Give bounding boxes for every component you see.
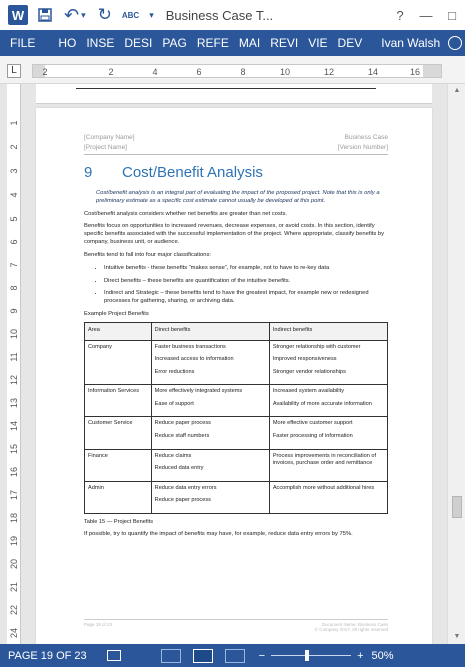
cell-line: Reduce paper process [154, 497, 211, 504]
footer-doc-name: Document Name: Business Case [321, 622, 388, 627]
table-cell [151, 385, 269, 417]
vertical-ruler[interactable] [7, 84, 21, 644]
cell-line: Reduce paper process [154, 420, 211, 427]
cell-line: Ease of support [154, 400, 194, 407]
view-buttons [161, 649, 245, 663]
previous-page-bottom [36, 84, 432, 104]
table-cell [269, 449, 387, 481]
table-row [85, 340, 388, 385]
spelling-button[interactable]: ABC [121, 10, 140, 20]
table-row [85, 385, 388, 417]
web-layout-button[interactable] [225, 649, 245, 663]
title-bar [0, 0, 465, 30]
header-company: [Company Name] [84, 134, 135, 141]
save-button[interactable] [38, 0, 52, 30]
table-cell [269, 417, 387, 449]
heading-number: 9 [84, 164, 93, 181]
status-bar [0, 644, 465, 667]
table-row [85, 417, 388, 449]
table-cell: Company [85, 340, 152, 385]
table-cell: Finance [85, 449, 152, 481]
vruler-tick: 4 [9, 192, 19, 198]
paragraph: Benefits tend to fall into four major classifications: [84, 251, 211, 258]
vruler-tick: 20 [9, 559, 19, 570]
vruler-tick: 21 [9, 582, 19, 593]
column-header: Direct benefits [151, 322, 269, 340]
tab-insert[interactable]: INSE [86, 36, 115, 50]
table-cell: Information Services [85, 385, 152, 417]
zoom-control [259, 650, 394, 662]
benefit-classification-list [84, 265, 388, 306]
table-row [85, 481, 388, 513]
vruler-tick: 9 [9, 308, 19, 314]
table-cell [269, 385, 387, 417]
table-caption: Table 15 — Project Benefits [84, 518, 154, 525]
print-layout-button[interactable] [193, 649, 213, 663]
vruler-tick: 8 [9, 285, 19, 291]
save-icon [38, 8, 52, 22]
minimize-button[interactable]: — [419, 7, 433, 23]
zoom-level[interactable]: 50% [371, 649, 394, 662]
cell-line: Increased system availability [272, 388, 345, 395]
table-cell: Admin [85, 481, 152, 513]
vruler-tick: 5 [9, 216, 19, 222]
zoom-slider-thumb[interactable] [305, 650, 309, 661]
scroll-down-button[interactable]: ▼ [453, 633, 461, 640]
cell-line: Reduce data entry errors [154, 484, 217, 491]
table-header-row [85, 322, 388, 340]
vruler-tick: 6 [9, 239, 19, 245]
page-indicator[interactable]: PAGE 19 OF 23 [8, 649, 87, 662]
vruler-tick: 14 [9, 421, 19, 432]
table-cell [269, 481, 387, 513]
cell-line: Reduced data entry [154, 465, 204, 472]
table-cell [151, 340, 269, 385]
cell-line: Reduce staff numbers [154, 433, 210, 440]
read-mode-button[interactable] [161, 649, 181, 663]
user-avatar-icon[interactable] [448, 36, 462, 50]
tab-design[interactable]: DESI [124, 36, 153, 50]
ruler-tick: 12 [323, 67, 335, 77]
ribbon-tabs [0, 30, 465, 56]
cell-line: Faster processing of information [272, 433, 353, 440]
cell-line: More effectively integrated systems [154, 388, 243, 395]
vruler-tick: 3 [9, 168, 19, 174]
undo-button[interactable]: ↶ [64, 4, 80, 25]
redo-button[interactable]: ↻ [97, 5, 112, 24]
cell-line: Stronger relationship with customer [272, 343, 361, 350]
footer-page-number: Page 19 of 23 [84, 622, 113, 627]
list-item: • Indirect and Strategic – these benefits tend to have the greatest impact, for example new or redesigned processes for gathering, sharing, or archiving data. [104, 290, 388, 306]
tab-page-layout[interactable]: PAG [162, 36, 187, 50]
tab-review[interactable]: REVI [270, 36, 299, 50]
cell-line: Stronger vendor relationships [272, 368, 346, 375]
vruler-tick: 7 [9, 262, 19, 268]
ruler-tick: 4 [152, 67, 158, 77]
user-account[interactable]: Ivan Walsh [381, 36, 441, 50]
header-version: [Version Number] [337, 144, 388, 151]
intro-italic: Cost/benefit analysis is an integral part of evaluating the impact of the proposed project. Note that this is only a preliminary estimate as a specific cost estimate cannot usually be developed at this point. [96, 190, 380, 204]
vruler-tick: 18 [9, 513, 19, 524]
page-header [84, 134, 388, 154]
vruler-tick: 1 [9, 120, 19, 126]
vruler-tick: 11 [9, 352, 19, 362]
column-header: Area [85, 322, 152, 340]
cell-line: Improved responsiveness [272, 356, 337, 363]
cell-line: Reduce claims [154, 452, 192, 459]
paragraph: Cost/benefit analysis considers whether net benefits are greater than net costs. [84, 210, 288, 217]
table-label: Example Project Benefits [84, 310, 149, 317]
zoom-out-button[interactable]: − [258, 649, 266, 662]
vruler-tick: 22 [9, 605, 19, 616]
tab-home[interactable]: HO [58, 36, 77, 50]
cell-line: Error reductions [154, 368, 195, 375]
heading-title: Cost/Benefit Analysis [122, 164, 263, 181]
header-project: [Project Name] [84, 144, 127, 151]
word-app-icon: W [8, 5, 28, 25]
vruler-tick: 10 [9, 329, 19, 340]
vruler-tick: 17 [9, 490, 19, 501]
customize-qat-button[interactable]: ▾ [149, 9, 154, 20]
list-item: • Intuitive benefits - these benefits “makes sense”, for example, not to have to re-key data [104, 265, 388, 273]
paragraph: If possible, try to quantify the impact of benefits may have, for example, reduce data entry errors by 75%. [84, 531, 353, 538]
scroll-up-button[interactable]: ▲ [453, 87, 461, 94]
table-cell [151, 449, 269, 481]
cell-line: More effective customer support [272, 420, 353, 427]
document-canvas[interactable] [22, 84, 447, 644]
vruler-tick: 16 [9, 467, 19, 478]
scrollbar-thumb[interactable] [452, 496, 462, 518]
section-heading [84, 164, 263, 181]
list-item: • Direct benefits – these benefits are quantification of the intuitive benefits. [104, 278, 388, 286]
horizontal-ruler[interactable] [32, 64, 442, 78]
restore-button[interactable]: □ [448, 7, 456, 23]
table-cell [151, 481, 269, 513]
zoom-slider[interactable] [271, 655, 351, 656]
tab-view[interactable]: VIE [308, 36, 328, 50]
cell-line: Increased access to information [154, 356, 234, 363]
table-cell [269, 340, 387, 385]
ruler-tick: 8 [240, 67, 246, 77]
document-title: Business Case T... [165, 7, 274, 23]
cell-line: Process improvements in reconciliation of invoices, purchase order and remittance [272, 452, 377, 467]
ruler-right-margin [423, 65, 441, 77]
cell-line: Faster business transactions [154, 343, 226, 350]
ruler-tick: 2 [42, 67, 48, 77]
vruler-tick: 12 [9, 375, 19, 386]
benefits-table [84, 322, 388, 514]
column-header: Indirect benefits [269, 322, 387, 340]
ruler-tick: 14 [367, 67, 379, 77]
tab-selector[interactable]: L [7, 64, 21, 78]
vruler-tick: 24 [9, 628, 19, 639]
table-row [85, 449, 388, 481]
table-cell [151, 417, 269, 449]
help-button[interactable]: ? [396, 7, 404, 23]
previous-page-line [76, 88, 376, 89]
tab-developer[interactable]: DEV [337, 36, 363, 50]
vertical-scrollbar[interactable] [447, 84, 465, 644]
macro-recording-icon[interactable] [107, 650, 121, 661]
header-divider [84, 154, 388, 155]
vruler-tick: 15 [9, 444, 19, 455]
footer-divider [84, 619, 388, 620]
cell-line: Availability of more accurate information [272, 400, 372, 407]
zoom-in-button[interactable]: + [357, 649, 364, 662]
tab-mailings[interactable]: MAI [238, 36, 261, 50]
tab-file[interactable]: FILE [0, 30, 45, 56]
ruler-bar [0, 56, 465, 84]
ruler-tick: 6 [196, 67, 202, 77]
undo-dropdown[interactable]: ▾ [81, 9, 86, 20]
vruler-tick: 2 [9, 144, 19, 150]
ruler-tick: 16 [409, 67, 421, 77]
document-page[interactable] [36, 108, 432, 644]
cell-line: Accomplish more without additional hires [272, 484, 375, 491]
page-body [84, 190, 388, 544]
tab-references[interactable]: REFE [196, 36, 229, 50]
ruler-tick: 2 [108, 67, 114, 77]
footer-copyright: © Company 2017. All rights reserved [314, 627, 388, 632]
table-cell: Customer Service [85, 417, 152, 449]
header-doc-type: Business Case [344, 134, 388, 141]
page-footer [84, 622, 388, 632]
vruler-tick: 19 [9, 536, 19, 547]
paragraph: Benefits focus on opportunities to increased revenues, decrease expenses, or avoid costs. In this section, identify specific benefits associated with the successful implementation of the project. Where appropriate, classify benefits by company, business unit, or audience. [84, 223, 384, 246]
ruler-tick: 10 [279, 67, 291, 77]
vruler-tick: 13 [9, 398, 19, 409]
